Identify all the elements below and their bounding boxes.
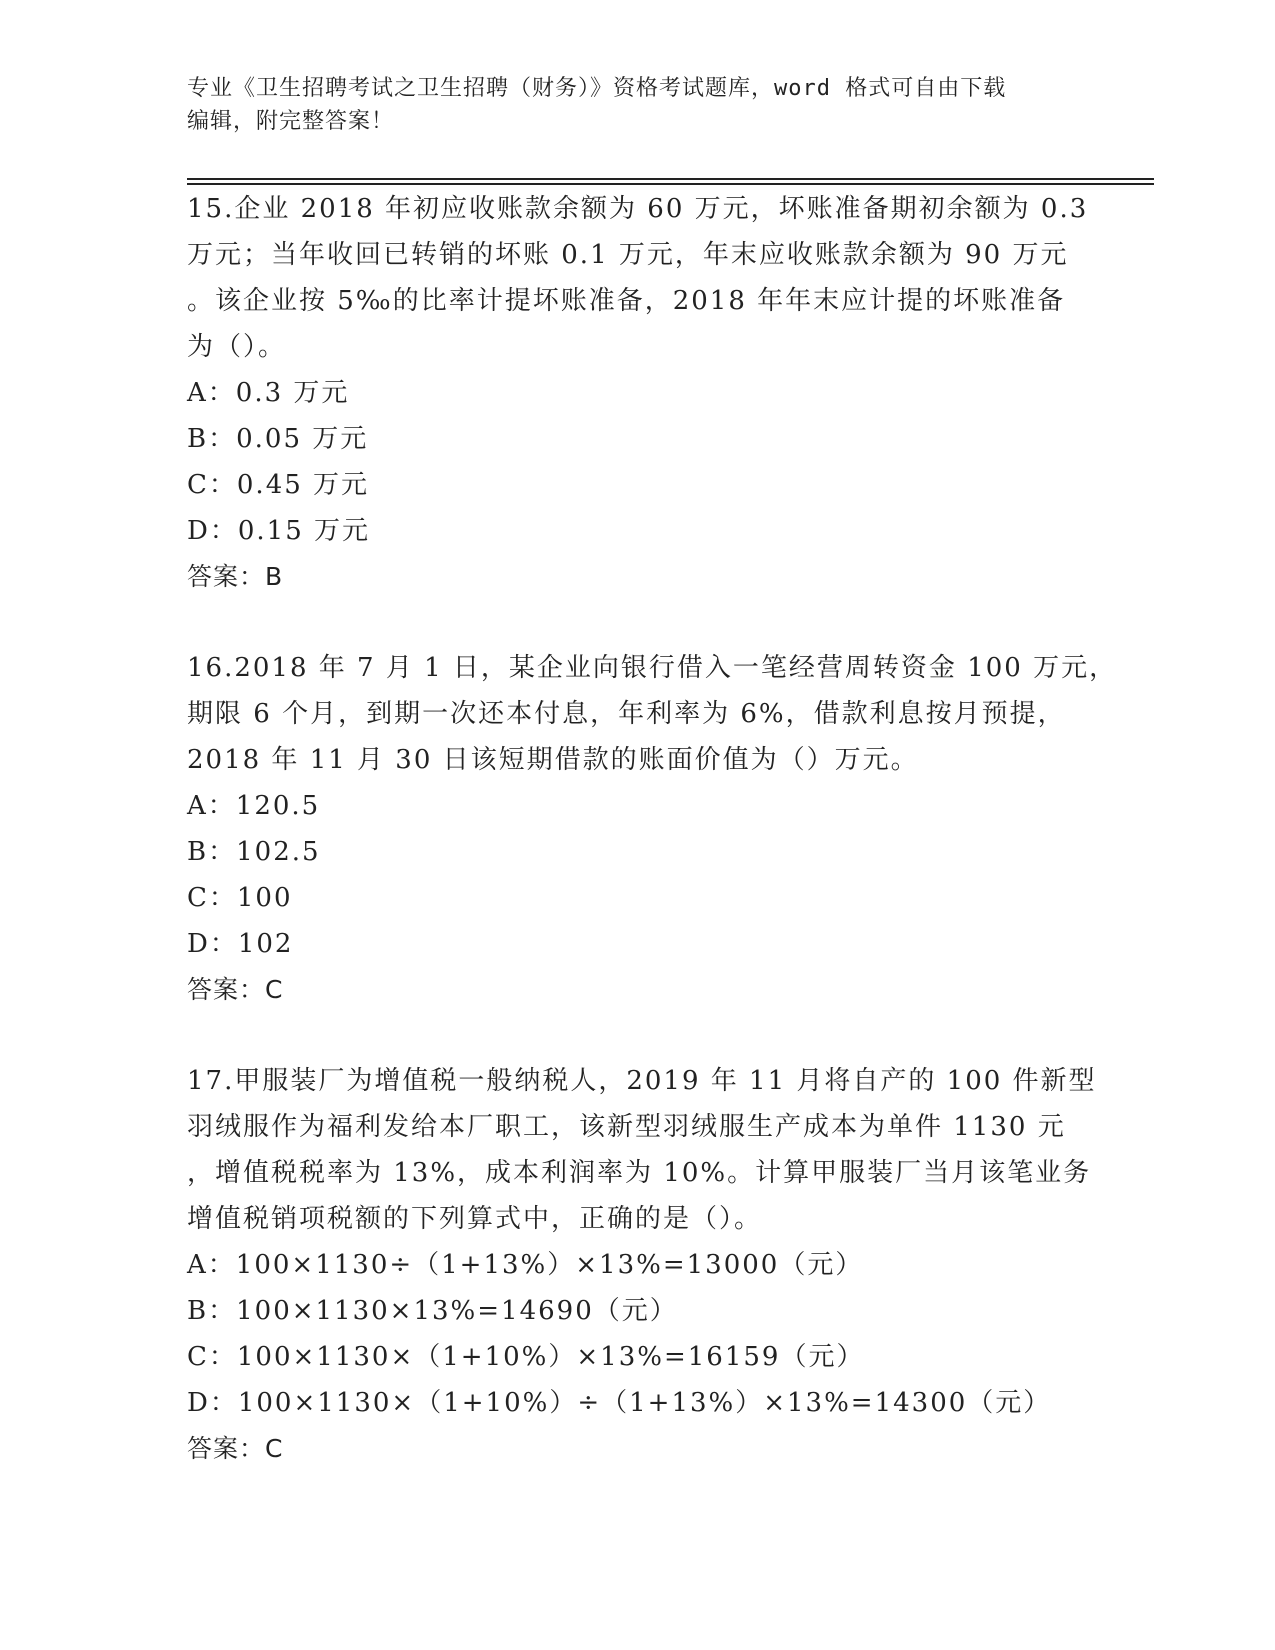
question-17 [187,1058,1097,1472]
question-stem-line: 。该企业按 5‰的比率计提坏账准备，2018 年年末应计提的坏账准备 [187,286,1066,316]
header-line: 专业《卫生招聘考试之卫生招聘（财务）》资格考试题库，word 格式可自由下载 [187,76,1007,101]
option-b: B：102.5 [187,837,321,867]
header-rule-top [187,178,1154,180]
question-stem-line: 2018 年 11 月 30 日该短期借款的账面价值为（）万元。 [187,745,919,775]
question-stem-line: 增值税销项税额的下列算式中，正确的是（）。 [187,1204,763,1234]
document-header [187,72,1067,138]
question-stem-line: 期限 6 个月，到期一次还本付息，年利率为 6%，借款利息按月预提， [187,699,1066,729]
question-stem-line: 15.企业 2018 年初应收账款余额为 60 万元，坏账准备期初余额为 0.3 [187,194,1089,224]
question-stem-line: 16.2018 年 7 月 1 日，某企业向银行借入一笔经营周转资金 100 万元， [187,653,1118,683]
option-a: A：120.5 [187,791,321,821]
question-stem-line: 为（）。 [187,332,287,362]
answer-line: 答案：C [187,975,284,1004]
option-c: C：100×1130×（1+10%）×13%=16159（元） [187,1342,865,1372]
option-d: D：102 [187,929,294,959]
header-rule-bottom [187,183,1154,185]
option-b: B：0.05 万元 [187,424,369,454]
option-d: D：0.15 万元 [187,516,371,546]
option-a: A：0.3 万元 [187,378,350,408]
question-stem-line: ，增值税税率为 13%，成本利润率为 10%。计算甲服装厂当月该笔业务 [187,1158,1092,1188]
option-d: D：100×1130×（1+10%）÷（1+13%）×13%=14300（元） [187,1388,1052,1418]
option-b: B：100×1130×13%=14690（元） [187,1296,678,1326]
answer-line: 答案：C [187,1434,284,1463]
question-16 [187,645,1118,1013]
option-c: C：0.45 万元 [187,470,370,500]
question-15 [187,186,1087,600]
question-stem-line: 羽绒服作为福利发给本厂职工，该新型羽绒服生产成本为单件 1130 元 [187,1112,1066,1142]
answer-line: 答案：B [187,562,284,591]
question-stem-line: 17.甲服装厂为增值税一般纳税人，2019 年 11 月将自产的 100 件新型 [187,1066,1097,1096]
question-stem-line: 万元；当年收回已转销的坏账 0.1 万元，年末应收账款余额为 90 万元 [187,240,1069,270]
option-a: A：100×1130÷（1+13%）×13%=13000（元） [187,1250,864,1280]
option-c: C：100 [187,883,293,913]
header-line: 编辑，附完整答案！ [187,109,395,134]
